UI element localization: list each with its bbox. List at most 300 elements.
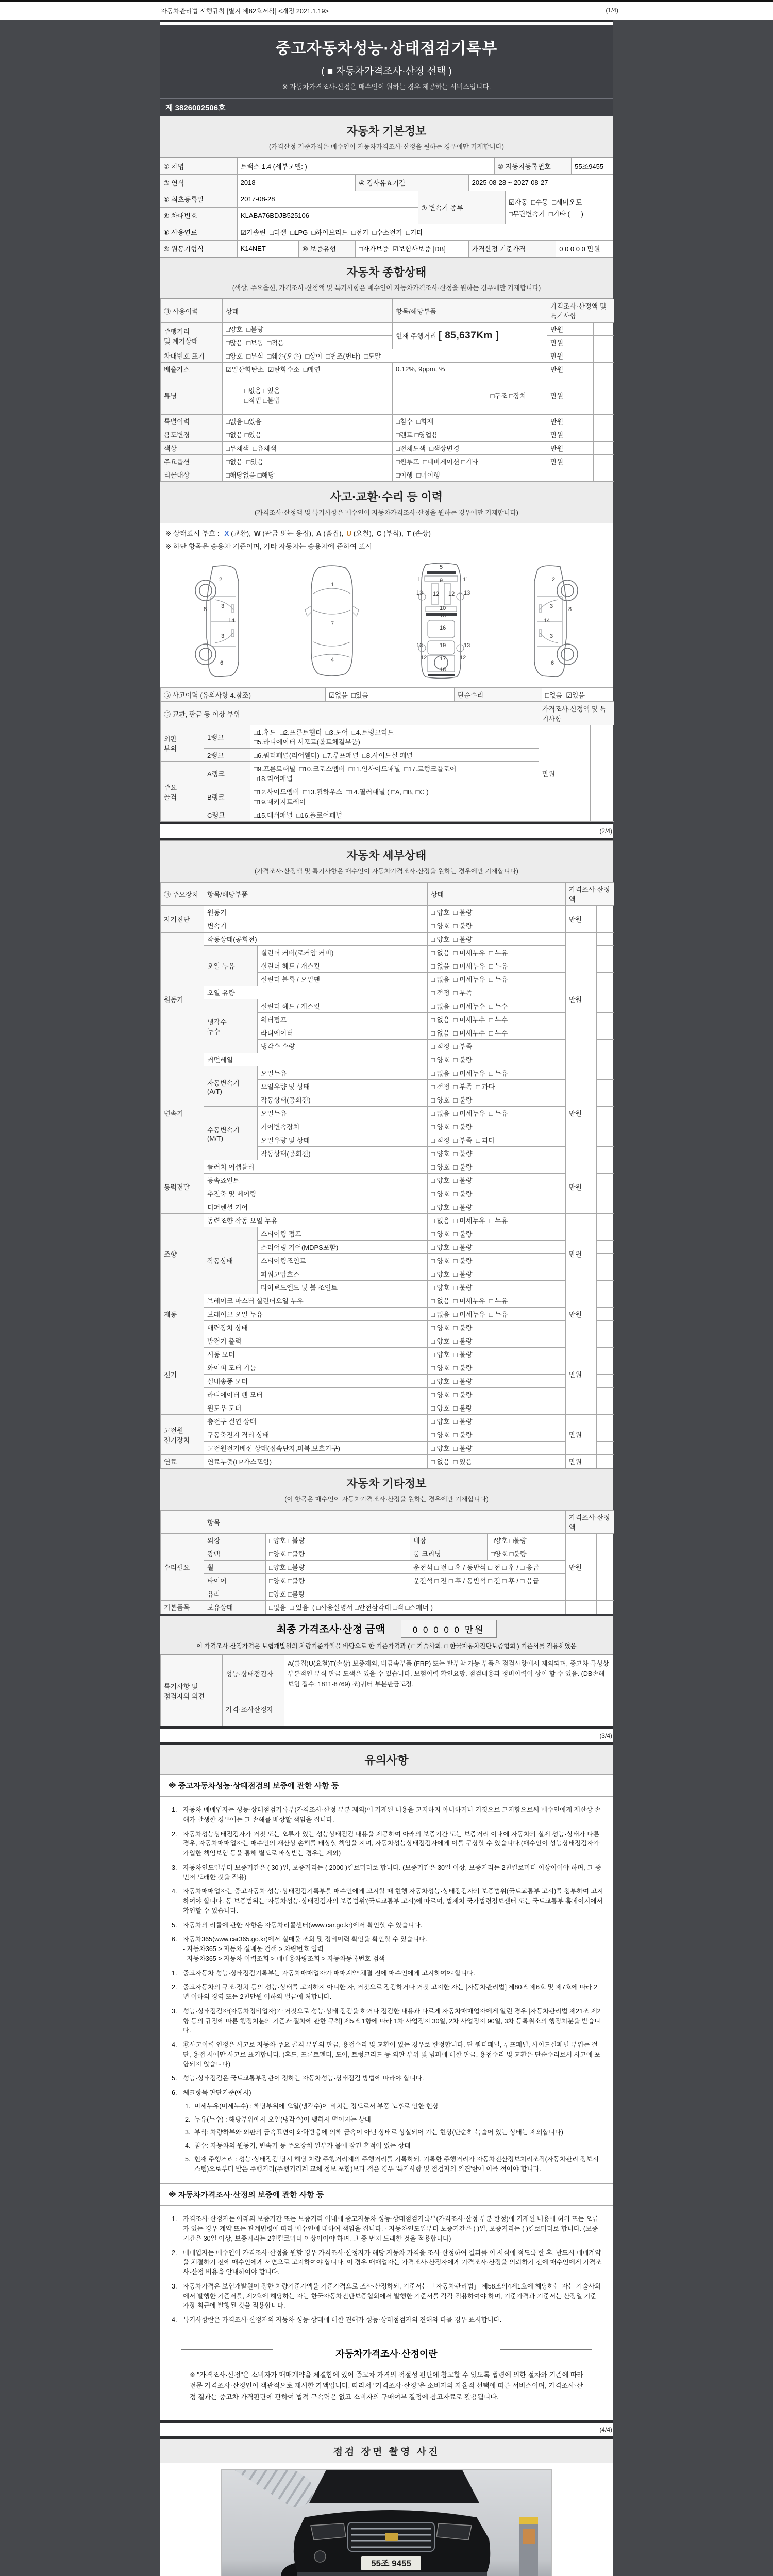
basic-info-note: (가격산정 기준가격은 매수인이 자동차가격조사·산정을 원하는 경우에만 기재합니다) (269, 143, 504, 150)
basic-info-band (160, 116, 613, 158)
glass-label: 유리 (204, 1587, 266, 1601)
detail-item: 타이로드엔드 및 볼 조인트 (258, 1281, 428, 1294)
recall-state: □해당없음 □해당 (223, 468, 393, 482)
simple-repair-label: 단순수리 (455, 688, 542, 702)
legend-code: A (316, 530, 322, 537)
exterior-state: □양호 □불량 (266, 1534, 410, 1547)
tuning-state1: □없음 □있음 (244, 387, 280, 395)
detail-item: 변속기 (204, 919, 428, 933)
odometer-prefix: 현재 주행거리 (396, 332, 436, 340)
detail-item: 라디에이터 (258, 1026, 428, 1040)
blank-cell (594, 455, 614, 468)
blank-cell (597, 1133, 614, 1147)
legend-code: C (376, 530, 382, 537)
panel-rank-table (160, 702, 614, 822)
detail-item-state: □ 적정 □ 부족 □ 과다 (428, 1133, 566, 1147)
detail-row (161, 933, 614, 946)
rank-items: □6.쿼터패널(리어휀다) □7.루프패널 □8.사이드실 패널 (250, 749, 539, 762)
other-info-note: (이 항목은 매수인이 자동차가격조사·산정을 원하는 경우에만 기재합니다) (284, 1496, 489, 1503)
option-row (161, 455, 614, 468)
price-unit: 만원 (547, 363, 594, 376)
notice-item: 성능·상태점검자(자동차정비업자)가 거짓으로 성능·상태 점검을 하거나 점검한 내용과 다르게 자동차매매업자에게 알린 경우 [자동차관리법 제21조 제2항 등의 규정에 따른 행정처분의 기준과 절차에 관한 규칙] 제5조 1항에 따라 1차 사업정지 30일, 2차 사업정지 90일, 3차 등록취소의 행정처분을 받습니다. (183, 2007, 601, 2035)
detail-group: 전기 (161, 1334, 204, 1415)
detail-item-state: □ 양호 □ 불량 (428, 1428, 566, 1442)
table-row (160, 175, 613, 191)
basic-info-title: 자동차 기본정보 (346, 125, 427, 138)
detail-item: 오일유량 및 상태 (258, 1133, 428, 1147)
notice-item6-label: 체크항목 판단기준(예시) (183, 2089, 251, 2096)
svg-text:6: 6 (220, 660, 224, 666)
detail-price-header: 가격조사·산정액 (566, 883, 614, 906)
page-gap (160, 2423, 613, 2436)
car-damage-diagrams (160, 555, 613, 688)
detail-item-state: □ 양호 □ 불량 (428, 1321, 566, 1334)
detail-item-state: □ 양호 □ 불량 (428, 1200, 566, 1214)
panel-price-header: 가격조사·산정액 및 특기사항 (539, 702, 614, 725)
final-price-label: 최종 가격조사·산정 금액 (276, 1624, 385, 1635)
notices-sec3-body (160, 2206, 613, 2335)
detail-item: 충전구 절연 상태 (204, 1415, 428, 1428)
notice-item: 특기사항란은 가격조사·산정자의 자동차 성능·상태에 대한 견해가 성능·상태점검자의 견해와 다를 경우 표시합니다. (183, 2316, 502, 2324)
detail-item: 윈도우 모터 (204, 1401, 428, 1415)
detail-item-state: □ 양호 □ 불량 (428, 1053, 566, 1066)
blank-cell (597, 1267, 614, 1281)
page-marker-4: (4/4) (599, 2426, 612, 2434)
page-marker-1: (1/4) (606, 7, 618, 14)
price-unit: 만원 (539, 725, 591, 822)
notice-subitem: 현재 주행거리 : 성능·상태점검 당시 해당 차량 주행거리계의 주행거리를 기록하되, 기록한 주행거리가 자동차전산정보처리조직(자동차관리 정보시스템)으로부터 받은 주행거리(주행거리계 교체 정보 포함)보다 적은 경우 '특기사항 및 점검자의 의견'란에 이를 적어야 합니다. (194, 2155, 599, 2173)
detail-item-state: □ 양호 □ 불량 (428, 1415, 566, 1428)
blank-cell (597, 1147, 614, 1160)
detail-item: 오일누유 (258, 1066, 428, 1080)
detail-item-state: □ 양호 □ 불량 (428, 1093, 566, 1107)
notice-item: 자동차가격은 보험개발원이 정한 차량기준가액을 기준가격으로 조사·산정하되, 기준서는 「자동차관리법」 제58조의4제1호에 해당하는 자는 기술사회에서 발행한 기준서를, 제2호에 해당하는 자는 한국자동차진단보증협회에서 발행한 기준서를 각각 적용하여야 하며, 기준가격과 기준서는 산정일 기준 가장 최근에 발행된 것을 적용합니다. (183, 2282, 601, 2310)
blank-cell (597, 1254, 614, 1267)
detail-item: 실린더 헤드 / 개스킷 (258, 959, 428, 973)
price-header: 가격조사·산정액 및 특기사항 (547, 299, 614, 323)
price-unit: 만원 (566, 906, 597, 933)
detail-item: 시동 모터 (204, 1348, 428, 1361)
inspector-label: 성능·상태점검자 (223, 1655, 284, 1692)
svg-text:11: 11 (463, 577, 469, 583)
detail-item: 실내송풍 모터 (204, 1375, 428, 1388)
detail-item-state: □ 양호 □ 불량 (428, 1281, 566, 1294)
blank-cell (597, 1534, 614, 1601)
detail-row (161, 1361, 614, 1375)
detail-item: 워터펌프 (258, 1013, 428, 1026)
first-reg-value: 2017-08-28 (241, 195, 275, 203)
detail-item: 브레이크 오일 누유 (204, 1308, 428, 1321)
detail-item-state: □ 양호 □ 불량 (428, 1375, 566, 1388)
lift-post (519, 2517, 538, 2576)
price-unit: 만원 (566, 1534, 597, 1601)
special-notes-table (160, 1655, 614, 1726)
blank-cell (594, 428, 614, 442)
detail-item: 냉각수 수량 (258, 1040, 428, 1053)
legend-prefix: ※ 상태표시 부호 : (165, 530, 220, 537)
fuel-checkboxes: ☑가솔린 □디젤 □LPG □하이브리드 □전기 □수소전기 □기타 (240, 229, 423, 236)
svg-text:18: 18 (440, 667, 446, 673)
blank-cell (597, 919, 614, 933)
svg-text:12: 12 (421, 655, 427, 661)
svg-text:4: 4 (330, 657, 334, 663)
price-unit: 만원 (566, 1334, 597, 1415)
price-unit: 만원 (547, 323, 594, 336)
detail-item: 오일누유 (258, 1107, 428, 1120)
blank-cell (597, 946, 614, 959)
detail-group: 조향 (161, 1214, 204, 1294)
polish-state: □양호 □불량 (266, 1547, 410, 1561)
notice-item: 자동차365(www.car365.go.kr)에서 실매물 조회 및 정비이력 확인을 확인할 수 있습니다. - 자동차365 > 자동차 실매물 검색 > 차량번호 입력 - 자동차365 > 자동차 이력조회 > 매매용차량조회 > 자동차등록번호 검색 (183, 1936, 427, 1962)
svg-text:13: 13 (416, 642, 423, 649)
detail-item-state: □ 양호 □ 불량 (428, 1120, 566, 1133)
detail-item: 스티어링 기어(MDPS포함) (258, 1241, 428, 1254)
outer-panel-group: 외판 부위 (161, 725, 204, 762)
detail-subgroup: 냉각수 누수 (204, 999, 258, 1053)
accident-history-state: ☑없음 □있음 (326, 688, 455, 702)
special-history-label: 특별이력 (161, 415, 223, 428)
notice-item: 중고자동차의 구조·장치 등의 성능·상태를 고지하지 아니한 자, 거짓으로 점검하거나 거짓 고지한 자는 [자동차관리법] 제80조 제6호 및 제7호에 따라 2년 이하의 징역 또는 2천만원 이하의 벌금에 처합니다. (183, 1984, 598, 2001)
notice-item: 자동차매매업자는 중고자동차 성능·상태점검기록부를 매수인에게 고지할 때 현행 자동차성능·상태점검자의 보증범위(국토교통부 고시)를 첨부하여 고지하여야 합니다. 동 보증범위는 '자동차성능·상태점검자의 보증범위'(국토교통부 고시)에 따르며, 법제처 국가법령정보센터 또는 국토교통부 홈페이지에서 확인할 수 있습니다. (183, 1888, 603, 1914)
rank-items: □1.후드 □2.프론트휀더 □3.도어 □4.트렁크리드 □5.라디에이터 서포트(볼트체결부품) (250, 725, 539, 749)
svg-text:12: 12 (433, 591, 440, 597)
price-unit: 만원 (566, 1415, 597, 1455)
blank-cell (597, 933, 614, 946)
legend-codes (221, 530, 431, 537)
detail-item-state: □ 양호 □ 불량 (428, 1388, 566, 1401)
detail-item-state: □ 양호 □ 불량 (428, 933, 566, 946)
detail-item-state: □ 없음 □ 미세누수 □ 누수 (428, 999, 566, 1013)
vin-mark-row (161, 349, 614, 363)
detail-item-state: □ 양호 □ 불량 (428, 1147, 566, 1160)
notice-item: 자동차의 리콜에 관한 사항은 자동차리콜센터(www.car.go.kr)에서 확인할 수 있습니다. (183, 1921, 423, 1929)
price-unit: 만원 (566, 1455, 597, 1468)
other-info-table (160, 1510, 614, 1614)
glass-state: □양호 □불량 (266, 1587, 566, 1601)
warranty-type-label: ⑩ 보증유형 (299, 241, 356, 257)
rank-label: 2랭크 (204, 749, 250, 762)
blank-cell (597, 1093, 614, 1107)
year-label: ③ 연식 (160, 175, 238, 191)
rank-items: □12.사이드멤버 □13.휠하우스 □14.필러패널 ( □A, □B, □C ) □19.패키지트레이 (250, 785, 539, 808)
rank-label: B랭크 (204, 785, 250, 808)
detail-group: 고전원 전기장치 (161, 1415, 204, 1455)
photo-row-1 (160, 2463, 613, 2576)
state-code-legend (160, 523, 613, 555)
notices-sec2-list (170, 1969, 603, 2084)
overall-state-title: 자동차 종합상태 (346, 266, 427, 279)
car-side-right-diagram (502, 561, 600, 680)
year-value: 2018 (238, 175, 356, 191)
detail-item: 연료누출(LP가스포함) (204, 1455, 428, 1468)
table-row (160, 241, 613, 257)
detail-item: 라디에이터 팬 모터 (204, 1388, 428, 1401)
price-appraisal-info-body: ※ "가격조사·산정"은 소비자가 매매계약을 체결함에 있어 중고차 가격의 적절성 판단에 참고할 수 있도록 법령에 의한 절차와 기준에 따라 전문 가격조사·산정인이 객관적으로 제시한 가액입니다. 따라서 "가격조사·산정"은 소비자의 자율적 선택에 따른 서비스이며, 가격조사·산정 결과는 중고차 가격판단에 관하여 법적 구속력은 없고 소비자의 구매여부 결정에 참고자료로 활용됩니다. (190, 2370, 583, 2401)
color-state: □무채색 □유채색 (223, 442, 393, 455)
car-front-illustration (271, 2499, 508, 2576)
detail-item: 스티어링조인트 (258, 1254, 428, 1267)
accident-history-row (160, 688, 614, 702)
svg-text:7: 7 (330, 621, 334, 627)
blank-cell (594, 323, 614, 336)
notice-item: 중고자동차 성능·상태점검기록부는 자동차매매업자가 매매계약 체결 전에 매수인에게 고지하여야 합니다. (183, 1969, 475, 1977)
detail-item-state: □ 양호 □ 불량 (428, 1334, 566, 1348)
notice-item: 자동차 매매업자는 성능·상태점검기록부(가격조사·산정 부분 제외)에 기재된 내용을 고지하지 아니하거나 거짓으로 고지함으로써 매수인에게 재산상 손해가 발생한 경우에는 그 손해를 배상할 책임을 집니다. (183, 1806, 601, 1823)
valid-period-label: ④ 검사유효기간 (356, 175, 469, 191)
blank-cell (597, 1107, 614, 1120)
other-item-header: 항목 (204, 1511, 566, 1534)
detail-item-state: □ 양호 □ 불량 (428, 919, 566, 933)
blank-cell (597, 1348, 614, 1361)
price-unit: 만원 (566, 1294, 597, 1334)
overall-state-table (160, 299, 614, 482)
detail-item: 고전원전기배선 상태(접속단자,피복,보호기구) (204, 1442, 428, 1455)
svg-text:3: 3 (221, 633, 225, 639)
blank-cell (597, 1214, 614, 1227)
detail-state-table (160, 882, 614, 1468)
detail-row (161, 919, 614, 933)
blank-cell (547, 468, 594, 482)
rank-items: □15.대쉬패널 □16.플로어패널 (250, 808, 539, 822)
emission-label: 배출가스 (161, 363, 223, 376)
rank-label: A랭크 (204, 762, 250, 785)
regulation-text: 자동차관리법 시행규칙 [별지 제82호서식] <개정 2021.1.19> (161, 8, 329, 15)
blank-cell (594, 468, 614, 482)
mileage-row (161, 323, 614, 336)
legend-desc: (손상) (411, 530, 431, 537)
page-marker-3: (3/4) (599, 1732, 612, 1739)
notice-subitem: 부식: 차량하부와 외판의 금속표면이 화학반응에 의해 금속이 아닌 상태로 상실되어 가는 현상(단순히 녹슬어 있는 상태는 제외합니다) (194, 2129, 563, 2137)
blank-cell (597, 1428, 614, 1442)
detail-row (161, 1160, 614, 1174)
blank-cell (597, 1241, 614, 1254)
blank-cell (597, 906, 614, 919)
blank-cell (597, 1321, 614, 1334)
detail-row (161, 1107, 614, 1120)
svg-text:11: 11 (417, 577, 424, 583)
detail-item: 작동상태(공회전) (258, 1093, 428, 1107)
document-subtitle: ( ■ 자동차가격조사·산정 선택 ) (321, 66, 452, 77)
notice-item: 성능·상태점검은 국토교통부장관이 정하는 자동차성능·상태점검 방법에 따라야 합니다. (183, 2075, 424, 2082)
blank-cell (597, 986, 614, 999)
car-top-diagram (283, 561, 381, 680)
state-header: 상태 (223, 299, 393, 323)
vin-value: KLABA76BDJB525106 (241, 212, 309, 219)
detail-group: 연료 (161, 1455, 204, 1468)
detail-item: 구동축전지 격리 상태 (204, 1428, 428, 1442)
usage-change-label: 용도변경 (161, 428, 223, 442)
panel-header: ⑬ 교환, 판금 등 이상 부위 (161, 702, 539, 725)
appraiser-label: 가격·조사산정자 (223, 1692, 284, 1726)
blank-cell (161, 1511, 204, 1534)
svg-text:16: 16 (440, 625, 446, 631)
photos-band (160, 2439, 613, 2463)
blank-cell (597, 1026, 614, 1040)
tire-positions: 운전석 □ 전 □ 후 / 동반석 □ 전 □ 후 / □ 응급 (410, 1574, 566, 1587)
blank-cell (591, 725, 614, 822)
detail-item-state: □ 없음 □ 미세누수 □ 누수 (428, 1013, 566, 1026)
detail-item-state: □ 양호 □ 불량 (428, 1187, 566, 1200)
svg-text:13: 13 (464, 590, 470, 596)
svg-text:14: 14 (228, 618, 235, 624)
appraiser-opinion (284, 1692, 614, 1726)
detail-item: 커먼레일 (204, 1053, 428, 1066)
detail-item: 오일 유량 (204, 986, 428, 999)
notice-item: 자동차인도일부터 보증기간은 ( 30 )일, 보증거리는 ( 2000 )킬로미터로 합니다. (보증기간은 30일 이상, 보증거리는 2천킬로미터 이상이어야 하며, 그 중 먼저 도래한 것을 적용) (183, 1863, 601, 1881)
blank-cell (597, 1334, 614, 1348)
car-side-left-diagram (173, 561, 271, 680)
detail-item: 등속죠인트 (204, 1174, 428, 1187)
option-state: □없음 □있음 (223, 455, 393, 468)
detail-item-state: □ 없음 □ 미세누수 □ 누수 (428, 1026, 566, 1040)
accident-band (160, 482, 613, 523)
fuel-label: ⑧ 사용연료 (160, 224, 238, 240)
detail-subgroup: 작동상태 (204, 1227, 258, 1294)
basic-info-table (160, 158, 613, 257)
detail-row (161, 1455, 614, 1468)
detail-item: 클러치 어셈블리 (204, 1160, 428, 1174)
polish-label: 광택 (204, 1547, 266, 1561)
blank-cell (594, 442, 614, 455)
simple-repair-state: □없음 ☑있음 (542, 688, 614, 702)
detail-item-state: □ 적정 □ 부족 □ 과다 (428, 1080, 566, 1093)
table-row (160, 191, 613, 224)
option-label: 주요옵션 (161, 455, 223, 468)
detail-item: 스티어링 펌프 (258, 1227, 428, 1241)
detail-item: 원동기 (204, 906, 428, 919)
detail-item-state: □ 양호 □ 불량 (428, 1160, 566, 1174)
room-cleaning-state: □양호 □불량 (488, 1547, 566, 1561)
svg-text:8: 8 (568, 606, 572, 613)
tuning-state2: □적법 □불법 (244, 397, 280, 404)
detail-item-state: □ 적정 □ 부족 (428, 986, 566, 999)
blank-cell (597, 1013, 614, 1026)
recall-row (161, 468, 614, 482)
page-gap (160, 1729, 613, 1742)
detail-item-state: □ 양호 □ 불량 (428, 1254, 566, 1267)
blank-cell (597, 1120, 614, 1133)
blank-cell (597, 1415, 614, 1428)
option-item: □썬루프 □네비게이션 □기타 (393, 455, 547, 468)
detail-item: 동력조향 작동 오일 누유 (204, 1214, 428, 1227)
detail-item-state: □ 양호 □ 불량 (428, 1401, 566, 1415)
final-price-band (160, 1614, 613, 1655)
open-hood (309, 2470, 479, 2503)
detail-item-state: □ 없음 □ 미세누유 □ 누유 (428, 1308, 566, 1321)
detail-item-state: □ 양호 □ 불량 (428, 1361, 566, 1375)
notices-band (160, 1745, 613, 1774)
detail-row (161, 1348, 614, 1361)
detail-row (161, 1321, 614, 1334)
notices-sec1-body (160, 1797, 613, 2183)
possession-state: □없음 □ 있음 ( □사용설명서 □안전삼각대 □잭 □스패너 ) (266, 1601, 566, 1614)
svg-text:17: 17 (440, 656, 446, 662)
detail-group: 동력전달 (161, 1160, 204, 1214)
detail-row (161, 1428, 614, 1442)
detail-state-title: 자동차 세부상태 (346, 849, 427, 862)
page-gap (160, 824, 613, 838)
notice-subitem: 미세누유(미세누수) : 해당부위에 오일(냉각수)이 비치는 정도로서 부품 노후로 인한 현상 (194, 2102, 439, 2110)
detail-row (161, 906, 614, 919)
price-unit: 만원 (547, 442, 594, 455)
detail-row (161, 999, 614, 1013)
svg-text:5: 5 (440, 564, 443, 570)
blank-cell (597, 1281, 614, 1294)
detail-item-state: □ 양호 □ 불량 (428, 1227, 566, 1241)
special-notes-label: 특기사항 및 점검자의 의견 (161, 1655, 223, 1726)
document-number: 제 3826002506호 (160, 98, 613, 116)
detail-item: 실린더 블록 / 오일팬 (258, 973, 428, 986)
detail-row (161, 1200, 614, 1214)
svg-text:3: 3 (549, 603, 553, 609)
detail-row (161, 1214, 614, 1227)
detail-device-header: ⑭ 주요장치 (161, 883, 204, 906)
detail-item: 발전기 출력 (204, 1334, 428, 1348)
price-unit: 만원 (566, 1214, 597, 1294)
price-unit: 만원 (547, 455, 594, 468)
table-row (160, 158, 613, 175)
blank-cell (597, 1066, 614, 1080)
blank-cell (597, 1053, 614, 1066)
svg-text:8: 8 (204, 606, 207, 613)
notice-item: 매매업자는 매수인이 가격조사·산정을 원할 경우 가격조사·산정자가 해당 자동차 가격을 조사·산정하여 결과를 이 서식에 적도록 한 후, 반드시 매매계약을 체결하기 전에 매수인에게 서면으로 고지하여야 합니다. 이 경우 매매업자는 가격조사·산정자에게 가격조사·산정을 의뢰하기 전에 매수인에게 가격조사·산정 비용을 안내하여야 합니다. (183, 2249, 602, 2276)
detail-row (161, 1053, 614, 1066)
svg-text:55조 9455: 55조 9455 (371, 2558, 411, 2569)
odometer-value: [ 85,637Km ] (438, 330, 499, 341)
price-unit: 만원 (566, 1066, 597, 1160)
blank-cell (597, 1455, 614, 1468)
detail-item: 작동상태(공회전) (258, 1147, 428, 1160)
detail-group: 변속기 (161, 1066, 204, 1160)
blank-cell (597, 1080, 614, 1093)
detail-item-state: □ 양호 □ 불량 (428, 906, 566, 919)
detail-item-state: □ 없음 □ 미세누유 □ 누유 (428, 1107, 566, 1120)
notices-title: 유의사항 (364, 1754, 409, 1767)
detail-subgroup: 오일 누유 (204, 946, 258, 986)
recall-label: 리콜대상 (161, 468, 223, 482)
detail-group: 자기진단 (161, 906, 204, 933)
legend-desc: (교환), (229, 530, 251, 537)
other-price-header: 가격조사·산정액 (566, 1511, 614, 1534)
price-unit: 만원 (547, 349, 594, 363)
blank-cell (597, 1388, 614, 1401)
wheel-label: 휠 (204, 1561, 266, 1574)
blank-cell (597, 1375, 614, 1388)
valid-period-value: 2025-08-28 ~ 2027-08-27 (472, 179, 548, 187)
detail-row (161, 1401, 614, 1415)
accident-history-label: ⑫ 사고이력 (유의사항 4.참조) (161, 688, 326, 702)
blank-cell (594, 336, 614, 349)
notice-item6-sublist (183, 2102, 603, 2174)
main-frame-group: 주요 골격 (161, 762, 204, 822)
transmission-line2: □무단변속기 □기타 ( ) (509, 210, 583, 218)
tire-label: 타이어 (204, 1574, 266, 1587)
notices-sec1-header: ※ 중고자동차성능·상태점검의 보증에 관한 사항 등 (160, 1774, 613, 1797)
detail-item: 기어변속장치 (258, 1120, 428, 1133)
svg-text:19: 19 (440, 642, 446, 649)
svg-text:12: 12 (460, 655, 466, 661)
legend-desc: (판금 또는 용접), (260, 530, 313, 537)
blank-cell (597, 999, 614, 1013)
blank-cell (597, 1040, 614, 1053)
vin-label: ⑥ 차대번호 (160, 208, 238, 224)
wheel-state: □양호 □불량 (266, 1561, 410, 1574)
detail-item-state: □ 없음 □ 미세누유 □ 누유 (428, 973, 566, 986)
other-info-title: 자동차 기타정보 (346, 1477, 427, 1490)
detail-row (161, 1227, 614, 1241)
accident-title: 사고·교환·수리 등 이력 (330, 490, 443, 503)
svg-text:2: 2 (551, 577, 555, 583)
